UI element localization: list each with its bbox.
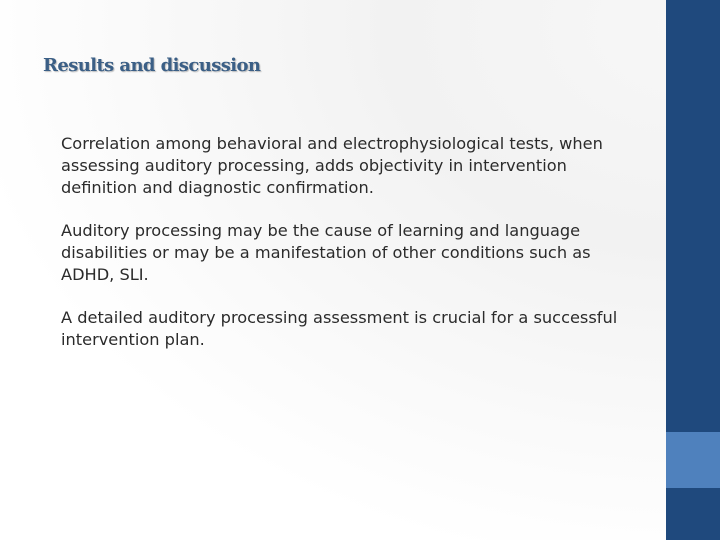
body-paragraph: Correlation among behavioral and electrophysiological tests, when assessing auditory processing, adds objectivity in intervention definition and diagnostic confirmation. — [61, 134, 603, 197]
side-bar-primary-block — [666, 0, 720, 432]
slide-title: Results and discussion — [43, 55, 261, 76]
side-bar-bottom-block — [666, 488, 720, 540]
body-paragraph: A detailed auditory processing assessment is crucial for a successful intervention plan. — [61, 308, 618, 349]
decorative-side-bar — [666, 0, 720, 540]
slide-body — [61, 133, 641, 372]
side-bar-accent-block — [666, 432, 720, 488]
body-paragraph: Auditory processing may be the cause of learning and language disabilities or may be a manifestation of other conditions such as ADHD, SLI. — [61, 221, 591, 284]
